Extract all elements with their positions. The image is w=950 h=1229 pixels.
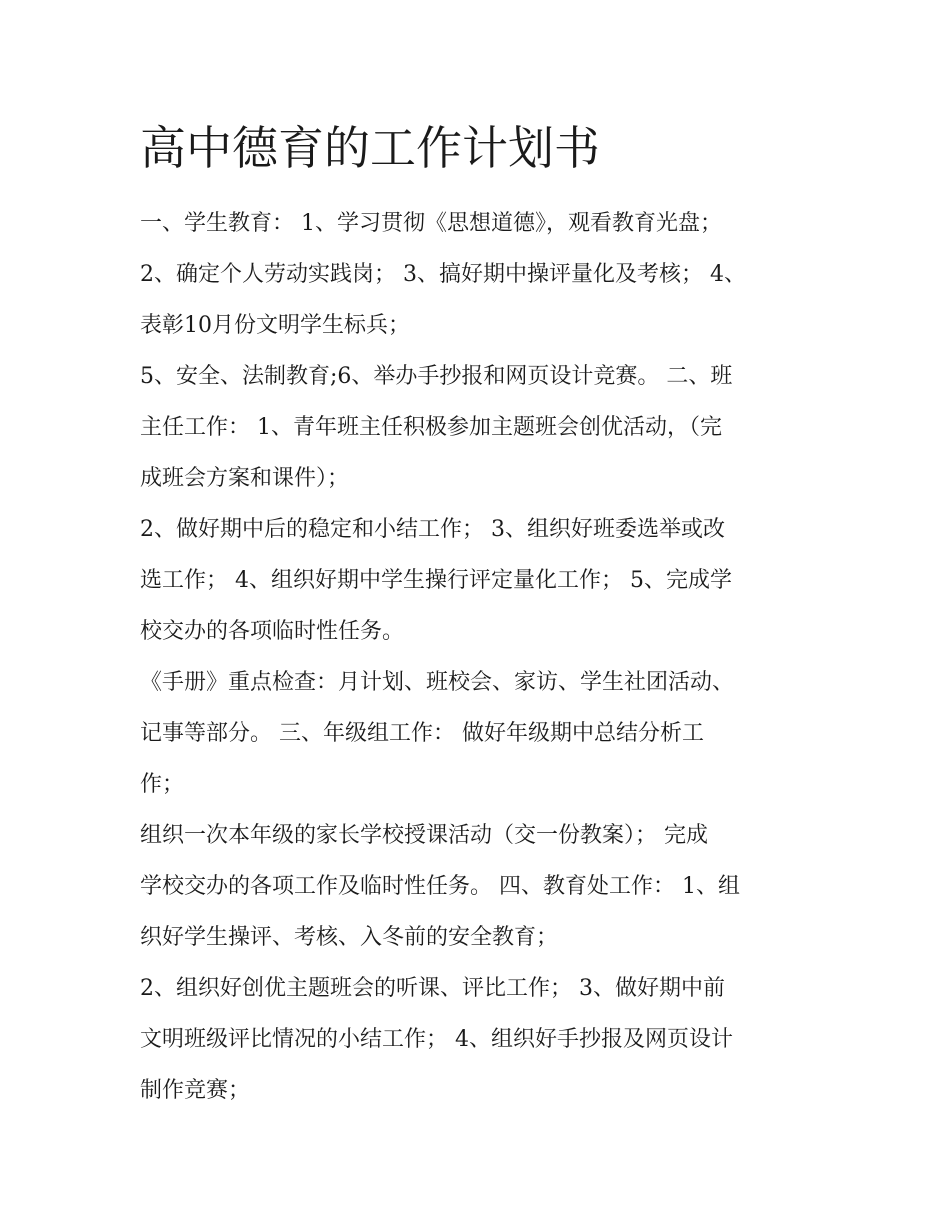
body-line: 2、组织好创优主题班会的听课、评比工作； 3、做好期中前 bbox=[140, 976, 725, 1001]
body-line: 文明班级评比情况的小结工作； 4、组织好手抄报及网页设计 bbox=[140, 1027, 733, 1052]
body-line: 制作竞赛； bbox=[140, 1078, 251, 1103]
body-line: 《手册》重点检查：月计划、班校会、家访、学生社团活动、 bbox=[140, 670, 735, 695]
body-line: 组织一次本年级的家长学校授课活动（交一份教案）； 完成 bbox=[140, 823, 708, 848]
body-line: 一、学生教育： 1、学习贯彻《思想道德》，观看教育光盘； bbox=[140, 211, 722, 236]
document-body bbox=[140, 198, 820, 1116]
body-line: 主任工作： 1、青年班主任积极参加主题班会创优活动，（完 bbox=[140, 415, 722, 440]
body-line: 记事等部分。 三、年级组工作： 做好年级期中总结分析工 bbox=[140, 721, 704, 746]
body-line: 成班会方案和课件）； bbox=[140, 466, 350, 491]
body-line: 学校交办的各项工作及临时性任务。 四、教育处工作： 1、组 bbox=[140, 874, 740, 899]
body-line: 2、做好期中后的稳定和小结工作； 3、组织好班委选举或改 bbox=[140, 517, 725, 542]
document-title: 高中德育的工作计划书 bbox=[140, 121, 600, 175]
body-line: 作； bbox=[140, 772, 185, 797]
body-line: 2、确定个人劳动实践岗； 3、搞好期中操评量化及考核； 4、 bbox=[140, 262, 746, 287]
body-line: 织好学生操评、考核、入冬前的安全教育； bbox=[140, 925, 559, 950]
body-line: 选工作； 4、组织好期中学生操行评定量化工作； 5、完成学 bbox=[140, 568, 732, 593]
body-line: 5、安全、法制教育;6、举办手抄报和网页设计竞赛。 二、班 bbox=[140, 364, 733, 389]
body-line: 校交办的各项临时性任务。 bbox=[140, 619, 405, 644]
body-line: 表彰10月份文明学生标兵； bbox=[140, 313, 410, 338]
